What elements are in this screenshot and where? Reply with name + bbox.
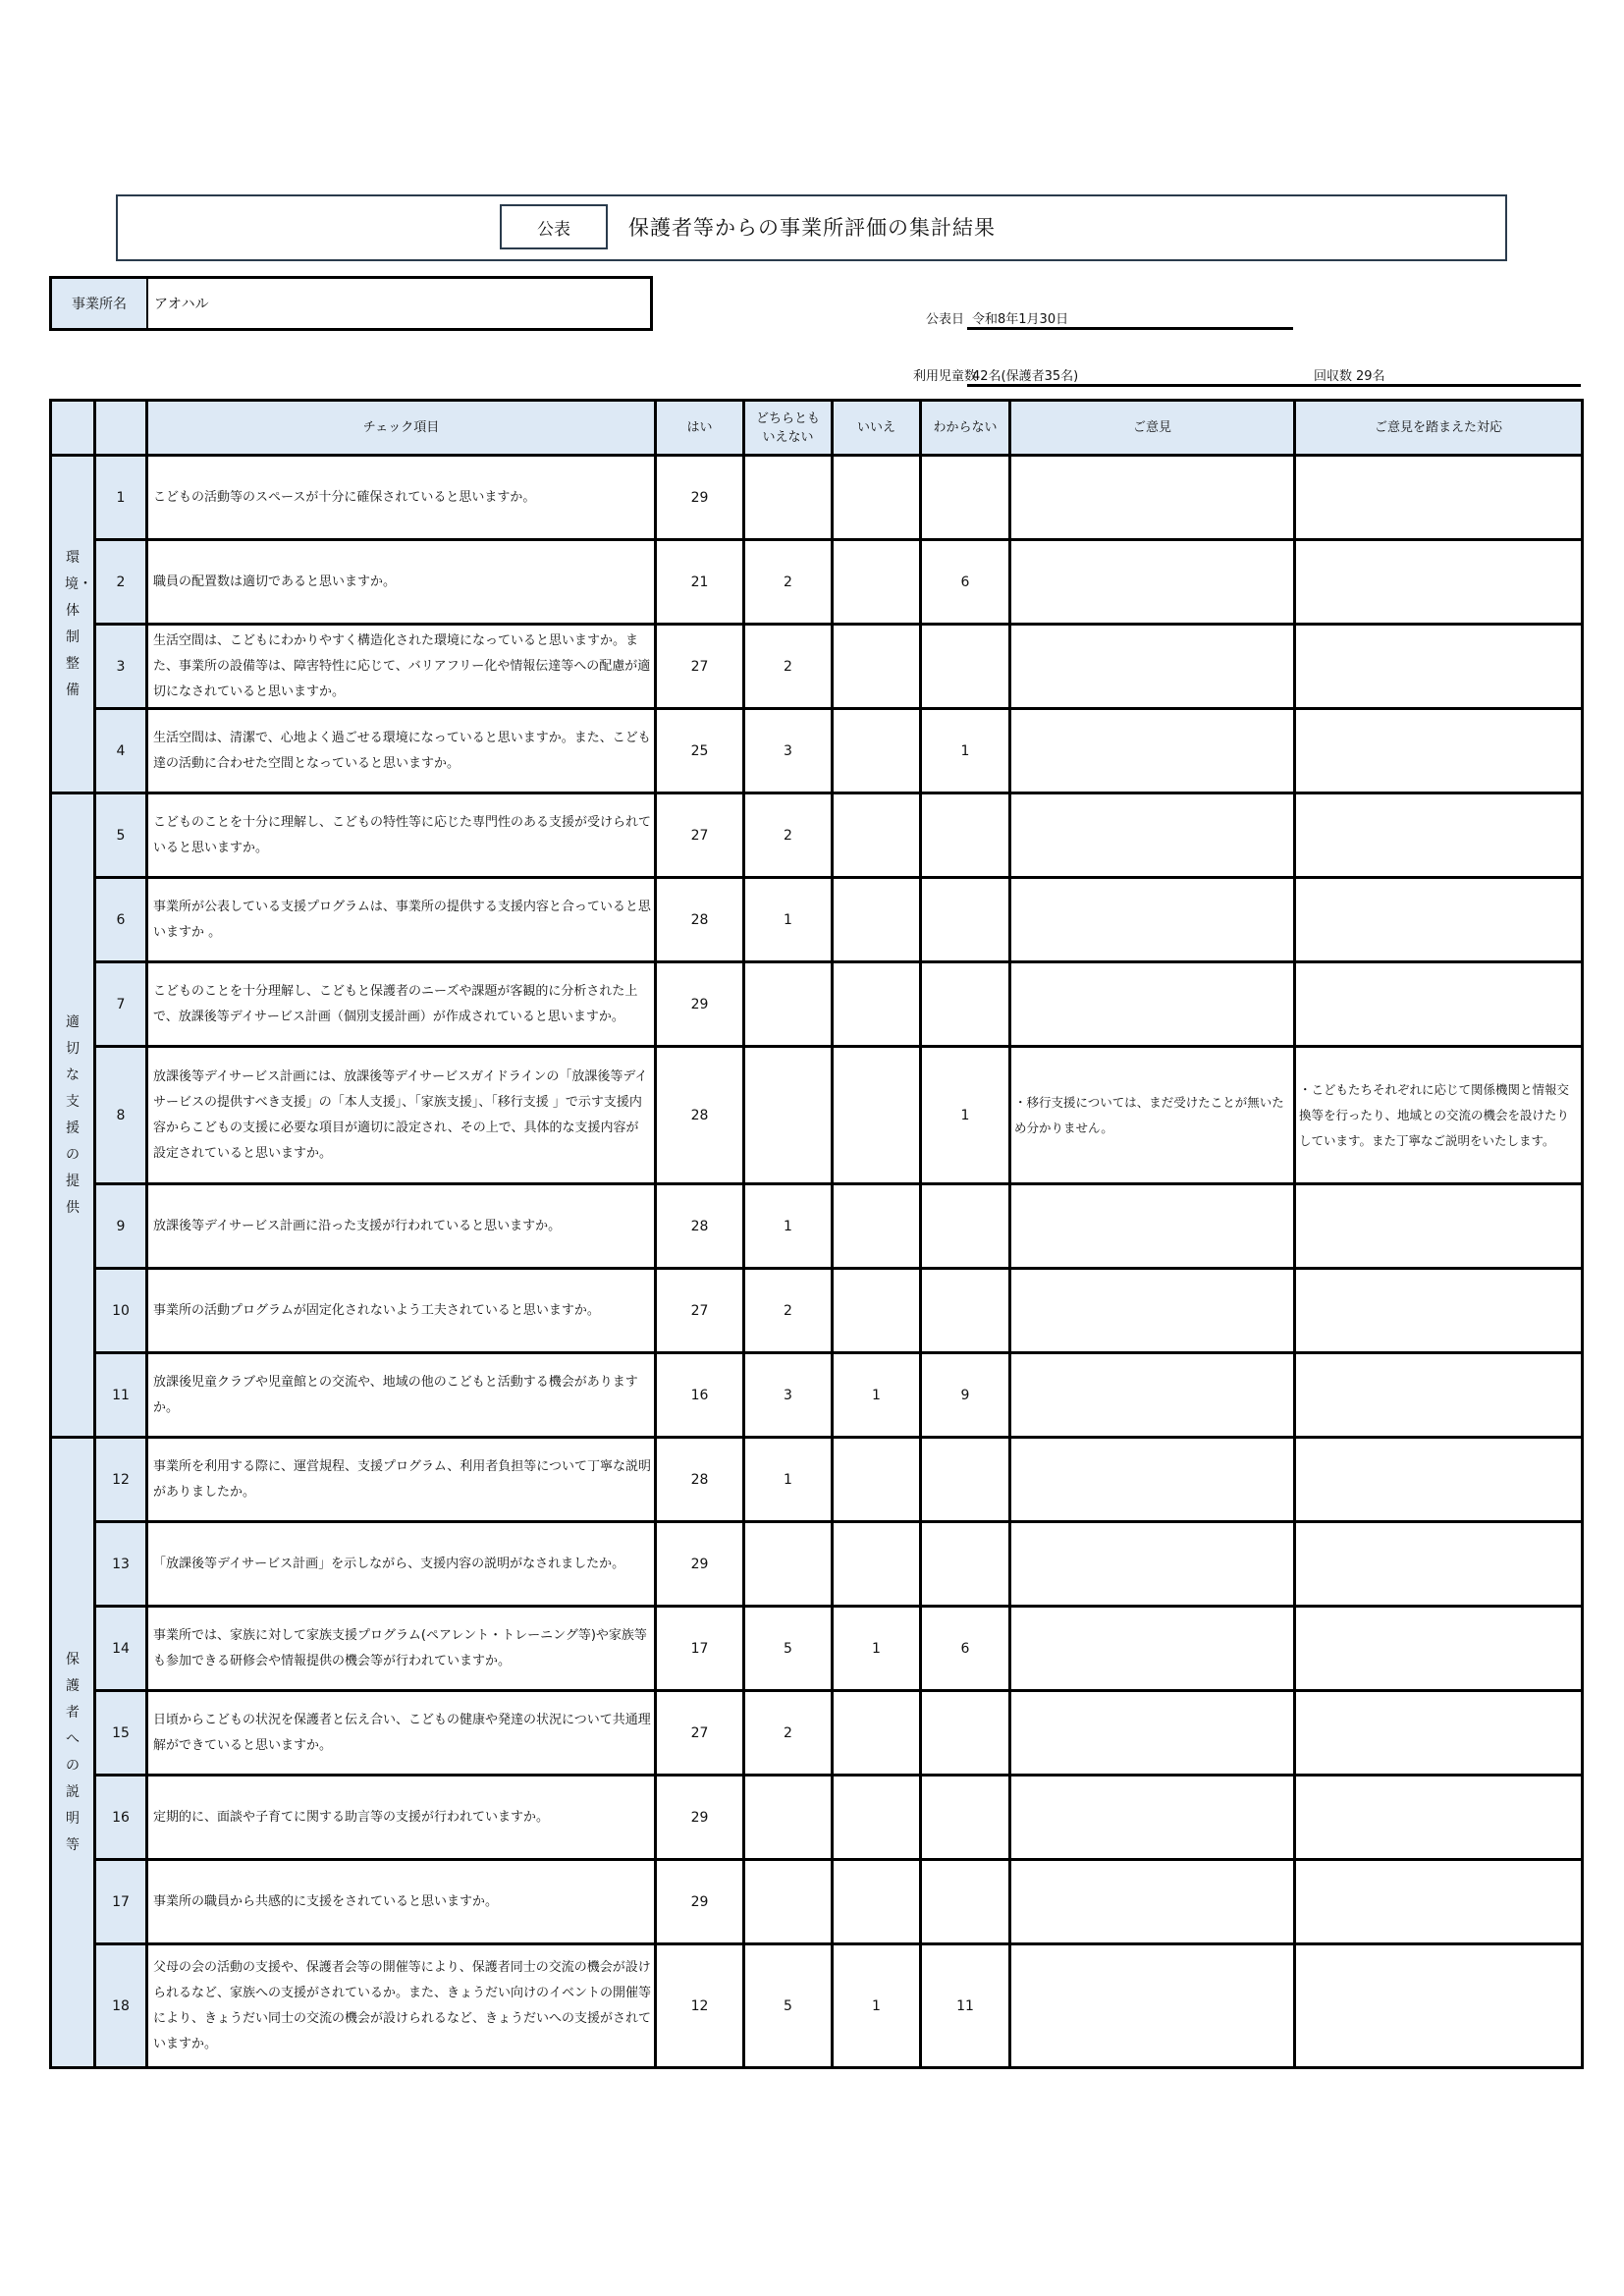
- table-row: [51, 1047, 1583, 1184]
- header-opinion: ご意見: [1010, 401, 1295, 456]
- opinion-text: [1010, 1269, 1295, 1353]
- item-number: 12: [95, 1438, 147, 1522]
- count-neither: 1: [744, 1184, 833, 1269]
- count-neither: 5: [744, 1607, 833, 1691]
- item-number: 18: [95, 1944, 147, 2068]
- evaluation-table: [49, 399, 1584, 2069]
- table-row: [51, 1353, 1583, 1438]
- header-unknown: わからない: [921, 401, 1010, 456]
- header-response: ご意見を踏まえた対応: [1295, 401, 1583, 456]
- count-unknown: 9: [921, 1353, 1010, 1438]
- item-number: 5: [95, 793, 147, 878]
- response-text: [1295, 1184, 1583, 1269]
- opinion-text: [1010, 540, 1295, 625]
- count-no: [833, 1691, 921, 1776]
- count-neither: 3: [744, 1353, 833, 1438]
- opinion-text: [1010, 878, 1295, 962]
- office-name-value: アオハル: [154, 297, 209, 312]
- response-text: [1295, 1776, 1583, 1860]
- opinion-text: [1010, 1184, 1295, 1269]
- count-unknown: [921, 1776, 1010, 1860]
- count-yes: 27: [656, 1691, 744, 1776]
- count-unknown: [921, 1522, 1010, 1607]
- count-unknown: [921, 625, 1010, 709]
- item-number: 11: [95, 1353, 147, 1438]
- count-no: [833, 962, 921, 1047]
- count-neither: 2: [744, 1269, 833, 1353]
- response-text: [1295, 1438, 1583, 1522]
- count-unknown: 6: [921, 1607, 1010, 1691]
- table-row: [51, 540, 1583, 625]
- header-number: [95, 401, 147, 456]
- page-title: 保護者等からの事業所評価の集計結果: [628, 216, 996, 240]
- check-item-text: 父母の会の活動の支援や、保護者会等の開催等により、保護者同士の交流の機会が設けられるなど、家族への支援がされているか。また、きょうだい向けのイベントの開催等により、きょうだい同士の交流の機会が設けられるなど、きょうだいへの支援がされていますか。: [147, 1944, 656, 2068]
- opinion-text: [1010, 1776, 1295, 1860]
- opinion-text: [1010, 1607, 1295, 1691]
- response-text: [1295, 1269, 1583, 1353]
- table-row: [51, 709, 1583, 793]
- publication-date-value: 令和8年1月30日: [972, 312, 1069, 327]
- response-text: [1295, 625, 1583, 709]
- count-no: [833, 709, 921, 793]
- count-yes: 29: [656, 1860, 744, 1944]
- table-row: [51, 625, 1583, 709]
- table-row: [51, 1269, 1583, 1353]
- count-neither: 2: [744, 793, 833, 878]
- item-number: 8: [95, 1047, 147, 1184]
- count-no: [833, 1438, 921, 1522]
- table-row: [51, 1860, 1583, 1944]
- category-label: 環境・体制整備: [65, 549, 92, 698]
- count-neither: [744, 1047, 833, 1184]
- check-item-text: 生活空間は、こどもにわかりやすく構造化された環境になっていると思いますか。また、事業所の設備等は、障害特性に応じて、バリアフリー化や情報伝達等への配慮が適切になされていると思いますか。: [147, 625, 656, 709]
- check-item-text: 職員の配置数は適切であると思いますか。: [147, 540, 656, 625]
- count-no: [833, 1269, 921, 1353]
- check-item-text: こどものことを十分に理解し、こどもの特性等に応じた専門性のある支援が受けられていると思いますか。: [147, 793, 656, 878]
- publication-badge: 公表: [500, 204, 608, 249]
- count-yes: 27: [656, 1269, 744, 1353]
- header-category: [51, 401, 95, 456]
- publication-date-label: 公表日: [926, 312, 965, 327]
- opinion-text: [1010, 1944, 1295, 2068]
- check-item-text: 事業所が公表している支援プログラムは、事業所の提供する支援内容と合っていると思いますか 。: [147, 878, 656, 962]
- opinion-text: [1010, 1860, 1295, 1944]
- response-text: [1295, 1860, 1583, 1944]
- response-text: [1295, 456, 1583, 540]
- response-text: [1295, 1353, 1583, 1438]
- count-no: [833, 625, 921, 709]
- count-unknown: [921, 1691, 1010, 1776]
- check-item-text: こどものことを十分理解し、こどもと保護者のニーズや課題が客観的に分析された上で、放課後等デイサービス計画（個別支援計画）が作成されていると思いますか。: [147, 962, 656, 1047]
- item-number: 15: [95, 1691, 147, 1776]
- count-no: [833, 793, 921, 878]
- users-line-underline: [967, 384, 1581, 387]
- count-no: [833, 1776, 921, 1860]
- count-unknown: 1: [921, 1047, 1010, 1184]
- response-text: [1295, 1691, 1583, 1776]
- count-neither: [744, 962, 833, 1047]
- table-row: [51, 1944, 1583, 2068]
- count-yes: 12: [656, 1944, 744, 2068]
- responses-count-value: 29名: [1356, 369, 1385, 384]
- check-item-text: 「放課後等デイサービス計画」を示しながら、支援内容の説明がなされましたか。: [147, 1522, 656, 1607]
- opinion-text: [1010, 1522, 1295, 1607]
- item-number: 14: [95, 1607, 147, 1691]
- count-neither: 1: [744, 1438, 833, 1522]
- response-text: [1295, 709, 1583, 793]
- count-yes: 27: [656, 625, 744, 709]
- count-no: [833, 1184, 921, 1269]
- count-unknown: [921, 1860, 1010, 1944]
- count-unknown: [921, 962, 1010, 1047]
- count-no: [833, 456, 921, 540]
- count-yes: 28: [656, 1438, 744, 1522]
- category-explanation: [51, 1438, 95, 2068]
- response-text: ・こどもたちそれぞれに応じて関係機関と情報交換等を行ったり、地域との交流の機会を設けたりしています。また丁寧なご説明をいたします。: [1295, 1047, 1583, 1184]
- count-yes: 29: [656, 456, 744, 540]
- count-neither: [744, 1522, 833, 1607]
- count-no: 1: [833, 1353, 921, 1438]
- response-text: [1295, 878, 1583, 962]
- item-number: 7: [95, 962, 147, 1047]
- header-neither: [744, 401, 833, 456]
- category-label: 適切な支援の提供: [66, 1013, 80, 1216]
- count-no: 1: [833, 1607, 921, 1691]
- check-item-text: 事業所を利用する際に、運営規程、支援プログラム、利用者負担等について丁寧な説明がありましたか。: [147, 1438, 656, 1522]
- count-neither: 2: [744, 540, 833, 625]
- count-yes: 16: [656, 1353, 744, 1438]
- count-no: [833, 1860, 921, 1944]
- count-unknown: [921, 1269, 1010, 1353]
- opinion-text: [1010, 793, 1295, 878]
- category-environment: [51, 456, 95, 793]
- opinion-text: [1010, 709, 1295, 793]
- count-neither: [744, 1860, 833, 1944]
- category-support: [51, 793, 95, 1438]
- users-count-value: 42名(保護者35名): [972, 369, 1079, 384]
- count-unknown: [921, 793, 1010, 878]
- count-no: [833, 540, 921, 625]
- response-text: [1295, 962, 1583, 1047]
- opinion-text: [1010, 962, 1295, 1047]
- header-no: いいえ: [833, 401, 921, 456]
- responses-count-label: 回収数: [1314, 369, 1353, 384]
- response-text: [1295, 1607, 1583, 1691]
- count-yes: 28: [656, 878, 744, 962]
- table-row: [51, 1776, 1583, 1860]
- opinion-text: [1010, 1353, 1295, 1438]
- count-yes: 17: [656, 1607, 744, 1691]
- count-yes: 28: [656, 1047, 744, 1184]
- item-number: 6: [95, 878, 147, 962]
- count-yes: 27: [656, 793, 744, 878]
- count-yes: 21: [656, 540, 744, 625]
- item-number: 1: [95, 456, 147, 540]
- count-unknown: 1: [921, 709, 1010, 793]
- opinion-text: [1010, 1691, 1295, 1776]
- check-item-text: 放課後等デイサービス計画には、放課後等デイサービスガイドラインの「放課後等デイサービスの提供すべき支援」の「本人支援」、「家族支援」、「移行支援 」で示す支援内容からこどもの支援に必要な項目が適切に設定され、その上で、具体的な支援内容が設定されていると思いますか。: [147, 1047, 656, 1184]
- response-text: [1295, 1944, 1583, 2068]
- check-item-text: 放課後児童クラブや児童館との交流や、地域の他のこどもと活動する機会がありますか。: [147, 1353, 656, 1438]
- count-unknown: [921, 1438, 1010, 1522]
- count-no: [833, 878, 921, 962]
- office-name-box: [49, 276, 653, 331]
- table-row: [51, 1438, 1583, 1522]
- check-item-text: 事業所では、家族に対して家族支援プログラム(ペアレント・トレーニング等)や家族等も参加できる研修会や情報提供の機会等が行われていますか。: [147, 1607, 656, 1691]
- table-row: [51, 962, 1583, 1047]
- count-unknown: [921, 1184, 1010, 1269]
- response-text: [1295, 793, 1583, 878]
- count-unknown: 6: [921, 540, 1010, 625]
- header-check-item: チェック項目: [147, 401, 656, 456]
- item-number: 9: [95, 1184, 147, 1269]
- count-unknown: [921, 456, 1010, 540]
- count-neither: 1: [744, 878, 833, 962]
- count-neither: 3: [744, 709, 833, 793]
- table-row: [51, 878, 1583, 962]
- table-row: [51, 793, 1583, 878]
- opinion-text: [1010, 625, 1295, 709]
- item-number: 17: [95, 1860, 147, 1944]
- office-name-label: 事業所名: [52, 279, 148, 328]
- users-count-label: 利用児童数: [913, 369, 978, 384]
- count-yes: 28: [656, 1184, 744, 1269]
- table-row: [51, 456, 1583, 540]
- response-text: [1295, 1522, 1583, 1607]
- count-no: [833, 1047, 921, 1184]
- count-yes: 29: [656, 962, 744, 1047]
- header-neither-line1: どちらとも: [755, 410, 820, 426]
- count-neither: 2: [744, 1691, 833, 1776]
- table-row: [51, 1691, 1583, 1776]
- count-yes: 25: [656, 709, 744, 793]
- opinion-text: [1010, 1438, 1295, 1522]
- check-item-text: 事業所の活動プログラムが固定化されないよう工夫されていると思いますか。: [147, 1269, 656, 1353]
- count-no: 1: [833, 1944, 921, 2068]
- count-unknown: 11: [921, 1944, 1010, 2068]
- table-row: [51, 1184, 1583, 1269]
- item-number: 13: [95, 1522, 147, 1607]
- count-neither: 5: [744, 1944, 833, 2068]
- check-item-text: 事業所の職員から共感的に支援をされていると思いますか。: [147, 1860, 656, 1944]
- count-unknown: [921, 878, 1010, 962]
- count-neither: [744, 456, 833, 540]
- item-number: 4: [95, 709, 147, 793]
- count-no: [833, 1522, 921, 1607]
- header-yes: はい: [656, 401, 744, 456]
- count-yes: 29: [656, 1522, 744, 1607]
- check-item-text: 放課後等デイサービス計画に沿った支援が行われていると思いますか。: [147, 1184, 656, 1269]
- opinion-text: [1010, 456, 1295, 540]
- check-item-text: こどもの活動等のスペースが十分に確保されていると思いますか。: [147, 456, 656, 540]
- check-item-text: 定期的に、面談や子育てに関する助言等の支援が行われていますか。: [147, 1776, 656, 1860]
- table-header-row: [51, 401, 1583, 456]
- count-yes: 29: [656, 1776, 744, 1860]
- item-number: 3: [95, 625, 147, 709]
- evaluation-table-body: [51, 456, 1583, 2068]
- table-row: [51, 1607, 1583, 1691]
- publication-date-underline: [967, 327, 1293, 330]
- opinion-text: ・移行支援については、まだ受けたことが無いため分かりません。: [1010, 1047, 1295, 1184]
- item-number: 2: [95, 540, 147, 625]
- item-number: 10: [95, 1269, 147, 1353]
- count-neither: [744, 1776, 833, 1860]
- category-label: 保護者への説明等: [66, 1651, 80, 1853]
- check-item-text: 生活空間は、清潔で、心地よく過ごせる環境になっていると思いますか。また、こども達の活動に合わせた空間となっていると思いますか。: [147, 709, 656, 793]
- count-neither: 2: [744, 625, 833, 709]
- response-text: [1295, 540, 1583, 625]
- item-number: 16: [95, 1776, 147, 1860]
- table-row: [51, 1522, 1583, 1607]
- check-item-text: 日頃からこどもの状況を保護者と伝え合い、こどもの健康や発達の状況について共通理解ができていると思いますか。: [147, 1691, 656, 1776]
- header-neither-line2: いえない: [762, 429, 814, 445]
